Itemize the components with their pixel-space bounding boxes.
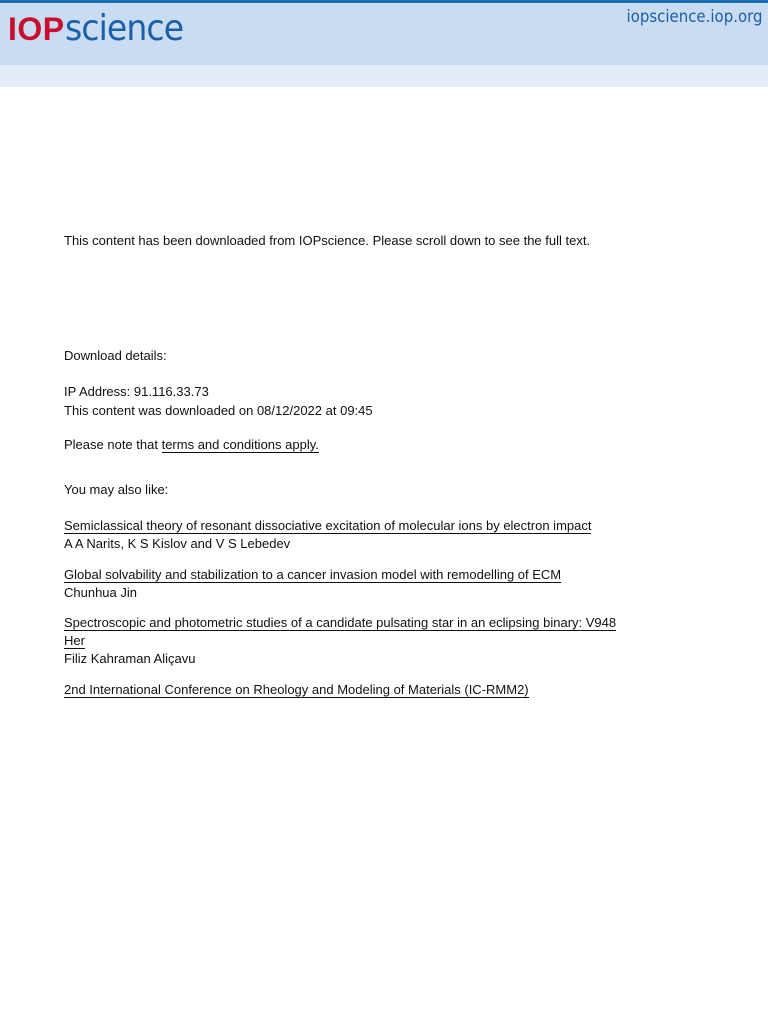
related-article-link[interactable]: Spectroscopic and photometric studies of a candidate pulsating star in an eclipsing binary: V948 Her <box>64 615 617 648</box>
related-article-link[interactable]: Semiclassical theory of resonant dissociative excitation of molecular ions by electron impact <box>64 518 592 533</box>
ip-address-line: IP Address: 91.116.33.73 <box>64 384 209 399</box>
logo-science-text: science <box>64 8 183 49</box>
download-notice: This content has been downloaded from IOPscience. Please scroll down to see the full text. <box>64 233 591 248</box>
related-authors: A A Narits, K S Kislov and V S Lebedev <box>64 536 291 551</box>
related-item <box>64 566 624 584</box>
header-subbar <box>0 65 768 87</box>
download-date-line: This content was downloaded on 08/12/2022 at 09:45 <box>64 403 373 418</box>
related-heading: You may also like: <box>64 482 169 497</box>
related-item <box>64 614 624 650</box>
terms-prefix: Please note that <box>64 437 162 452</box>
related-authors: Filiz Kahraman Aliçavu <box>64 651 196 666</box>
terms-line <box>64 436 319 454</box>
header-banner <box>0 3 768 65</box>
terms-and-conditions-link[interactable]: terms and conditions apply. <box>161 437 319 452</box>
related-item <box>64 517 624 535</box>
logo-iop-text: IOP <box>8 11 65 47</box>
related-authors: Chunhua Jin <box>64 585 137 600</box>
related-article-link[interactable]: Global solvability and stabilization to a cancer invasion model with remodelling of ECM <box>64 567 562 582</box>
related-item <box>64 681 624 699</box>
site-url-link[interactable]: iopscience.iop.org <box>626 7 762 27</box>
iopscience-logo[interactable] <box>8 7 193 51</box>
related-article-link[interactable]: 2nd International Conference on Rheology and Modeling of Materials (IC-RMM2) <box>64 682 529 697</box>
download-details-heading: Download details: <box>64 348 167 363</box>
